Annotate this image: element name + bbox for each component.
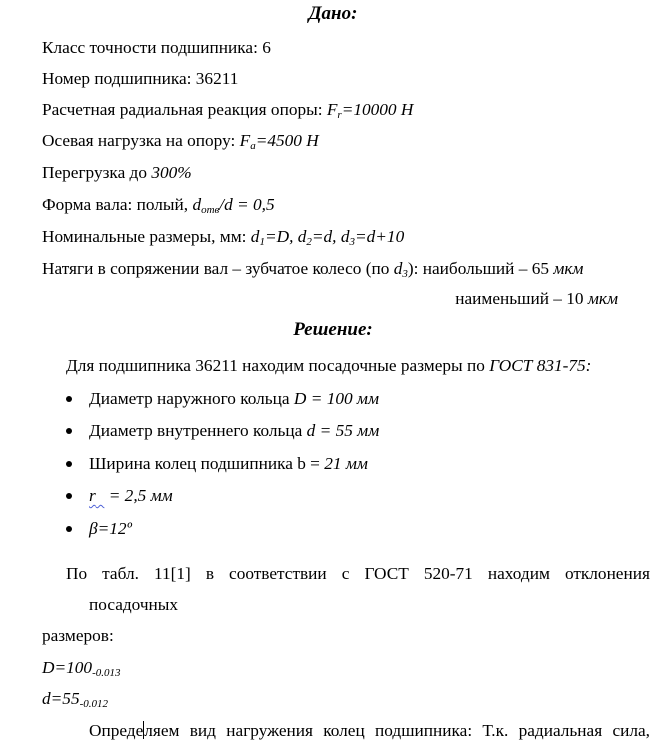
shaft-line (42, 195, 275, 215)
bullet-icon (66, 526, 72, 532)
word: отклонения (564, 564, 650, 583)
label: Диаметр внутреннего кольца (89, 421, 307, 440)
value: =D, d (264, 227, 307, 246)
word: соответствии (229, 564, 327, 583)
unit: мкм (587, 289, 618, 308)
label: Осевая нагрузка на опору: (42, 131, 240, 150)
symbol: r (89, 486, 96, 505)
word: табл. (102, 564, 139, 583)
subscript: r (337, 109, 342, 121)
label: Диаметр наружного кольца (89, 389, 294, 408)
list-item (89, 486, 173, 506)
label: наименьший – 10 (455, 289, 588, 308)
fit-line (42, 259, 583, 279)
symbol: F (326, 100, 338, 119)
fit-min-line (455, 289, 618, 309)
axial-line (42, 131, 319, 151)
word: 11[1] (153, 564, 191, 583)
solution-heading: Решение: (293, 319, 373, 340)
bullet-icon (66, 428, 72, 434)
word: находим (487, 564, 550, 583)
label: Форма вала: полый, (42, 195, 193, 214)
d-tolerance (42, 689, 108, 709)
label: Номинальные размеры, мм: (42, 227, 251, 246)
label: Натяги в сопряжении вал – зубчатое колесо (по (42, 259, 394, 278)
label: Номер подшипника: (42, 69, 196, 88)
label: Расчетная радиальная реакция опоры: (42, 100, 327, 119)
value: 36211 (195, 69, 239, 88)
intro-line (66, 356, 591, 376)
value: = 2,5 мм (104, 486, 173, 505)
word: По (66, 564, 88, 583)
para2-line2: посадочных (89, 595, 179, 614)
given-heading: Дано: (308, 3, 358, 24)
subscript: 3 (402, 268, 408, 280)
text: Опреде (89, 721, 144, 740)
word: в (205, 564, 214, 583)
deviation: -0.013 (92, 667, 121, 679)
bullet-icon (66, 461, 72, 467)
symbol: d (250, 227, 260, 246)
bearing-line (42, 69, 238, 89)
value: /d = 0,5 (219, 195, 275, 214)
value: =4500 Н (255, 131, 319, 150)
bullet-icon (66, 493, 72, 499)
word: 520-71 (423, 564, 473, 583)
bullet-icon (66, 396, 72, 402)
deviation: -0.012 (79, 698, 109, 710)
word: с (341, 564, 350, 583)
list-item (89, 519, 132, 539)
list-item (89, 454, 368, 474)
radial-line (42, 100, 413, 120)
overload-line (42, 163, 192, 183)
label: Перегрузка до (42, 163, 152, 182)
para2-line3: размеров: (42, 626, 114, 645)
symbol: d (393, 259, 403, 278)
subscript: a (250, 140, 256, 152)
subscript: 3 (349, 236, 355, 248)
value: 6 (262, 38, 271, 57)
accuracy-line (42, 38, 271, 58)
value: =d+10 (354, 227, 405, 246)
label: Ширина колец подшипника b = (89, 454, 325, 473)
word: ГОСТ (364, 564, 409, 583)
subscript: отв (201, 204, 220, 216)
list-item (89, 389, 379, 409)
label: Класс точности подшипника: (42, 38, 263, 57)
nominal-line (42, 227, 404, 247)
para2-line1 (66, 564, 650, 584)
list-item (89, 421, 379, 441)
text: ляем вид нагружения колец подшипника: Т.к. радиальная сила, (144, 721, 650, 740)
value: D = 100 мм (293, 389, 379, 408)
value: =10000 Н (341, 100, 414, 119)
symbol: d (192, 195, 202, 214)
value: d=55 (42, 689, 80, 708)
standard: ГОСТ 831-75: (489, 356, 592, 375)
value: 21 мм (324, 454, 368, 473)
subscript: 1 (259, 236, 265, 248)
value: =d, d (311, 227, 350, 246)
D-tolerance (42, 658, 121, 678)
label: ): наибольший – 65 (407, 259, 554, 278)
value: 300% (151, 163, 192, 182)
para3-line[interactable] (89, 721, 650, 741)
subscript: 2 (306, 236, 312, 248)
value: D=100 (42, 658, 93, 677)
value: d = 55 мм (306, 421, 380, 440)
value: β=12º (89, 519, 132, 538)
unit: мкм (553, 259, 584, 278)
label: Для подшипника 36211 находим посадочные размеры по (66, 356, 490, 375)
symbol: F (239, 131, 251, 150)
